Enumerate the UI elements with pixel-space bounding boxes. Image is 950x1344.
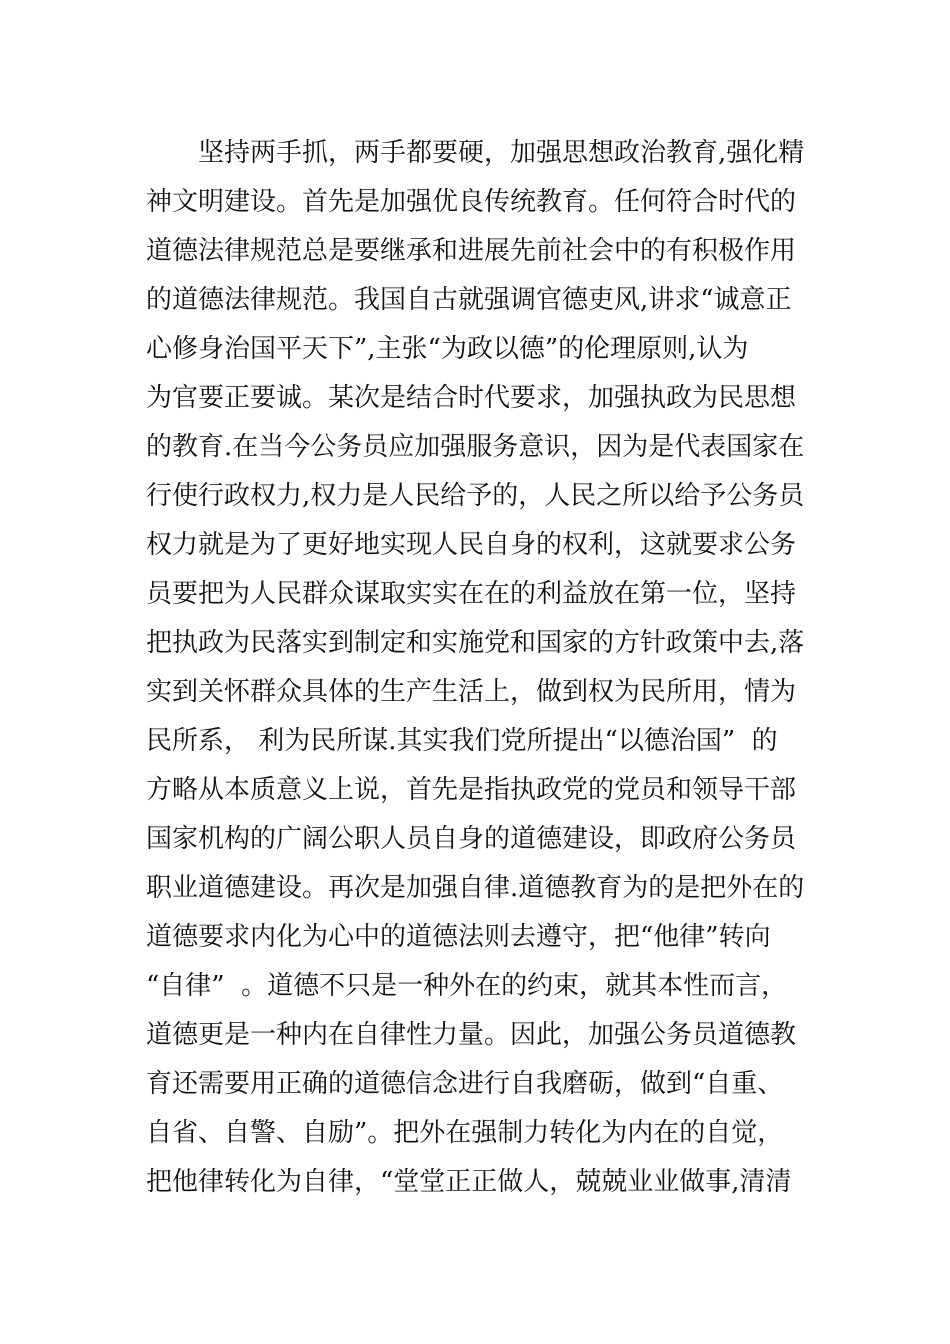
paragraph-line: 为官要正要诚。某次是结合时代要求，加强执政为民思想 xyxy=(146,383,797,413)
paragraph-line: 育还需要用正确的道德信念进行自我磨砺，做到“自重、 xyxy=(146,1069,784,1099)
paragraph-line: 心修身治国平天下”,主张“为政以德”的伦理原则,认为 xyxy=(146,334,749,364)
paragraph-line: 把他律转化为自律，“堂堂正正做人，兢兢业业做事,清清 xyxy=(146,1167,792,1197)
paragraph-line: 权力就是为了更好地实现人民自身的权利，这就要求公务 xyxy=(146,530,797,560)
paragraph-line: 国家机构的广阔公职人员自身的道德建设，即政府公务员 xyxy=(146,824,797,854)
paragraph-line: 行使行政权力,权力是人民给予的，人民之所以给予公务员 xyxy=(146,481,805,511)
paragraph-line: “自律” 。道德不只是一种外在的约束，就其本性而言， xyxy=(146,971,788,1001)
paragraph-line: 把执政为民落实到制定和实施党和国家的方针政策中去,落 xyxy=(146,628,805,658)
paragraph-line: 道德法律规范总是要继承和进展先前社会中的有积极作用 xyxy=(146,236,797,266)
paragraph-line: 神文明建设。首先是加强优良传统教育。任何符合时代的 xyxy=(146,187,797,217)
paragraph-line: 实到关怀群众具体的生产生活上，做到权为民所用，情为 xyxy=(146,677,797,707)
paragraph-line: 的教育.在当今公务员应加强服务意识，因为是代表国家在 xyxy=(146,432,805,462)
paragraph-line: 坚持两手抓，两手都要硬，加强思想政治教育,强化精 xyxy=(198,138,805,168)
paragraph-line: 方略从本质意义上说，首先是指执政党的党员和领导干部 xyxy=(146,775,797,805)
paragraph-line: 道德要求内化为心中的道德法则去遵守，把“他律”转向 xyxy=(146,922,771,952)
paragraph-line: 员要把为人民群众谋取实实在在的利益放在第一位，坚持 xyxy=(146,579,797,609)
paragraph-line: 民所系， 利为民所谋.其实我们党所提出“以德治国” 的 xyxy=(146,726,778,756)
paragraph-line: 道德更是一种内在自律性力量。因此，加强公务员道德教 xyxy=(146,1020,797,1050)
paragraph-line: 自省、自警、自励”。把外在强制力转化为内在的自觉， xyxy=(146,1118,784,1148)
paragraph-line: 的道德法律规范。我国自古就强调官德吏风,讲求“诚意正 xyxy=(146,285,792,315)
paragraph-line: 职业道德建设。再次是加强自律.道德教育为的是把外在的 xyxy=(146,873,805,903)
